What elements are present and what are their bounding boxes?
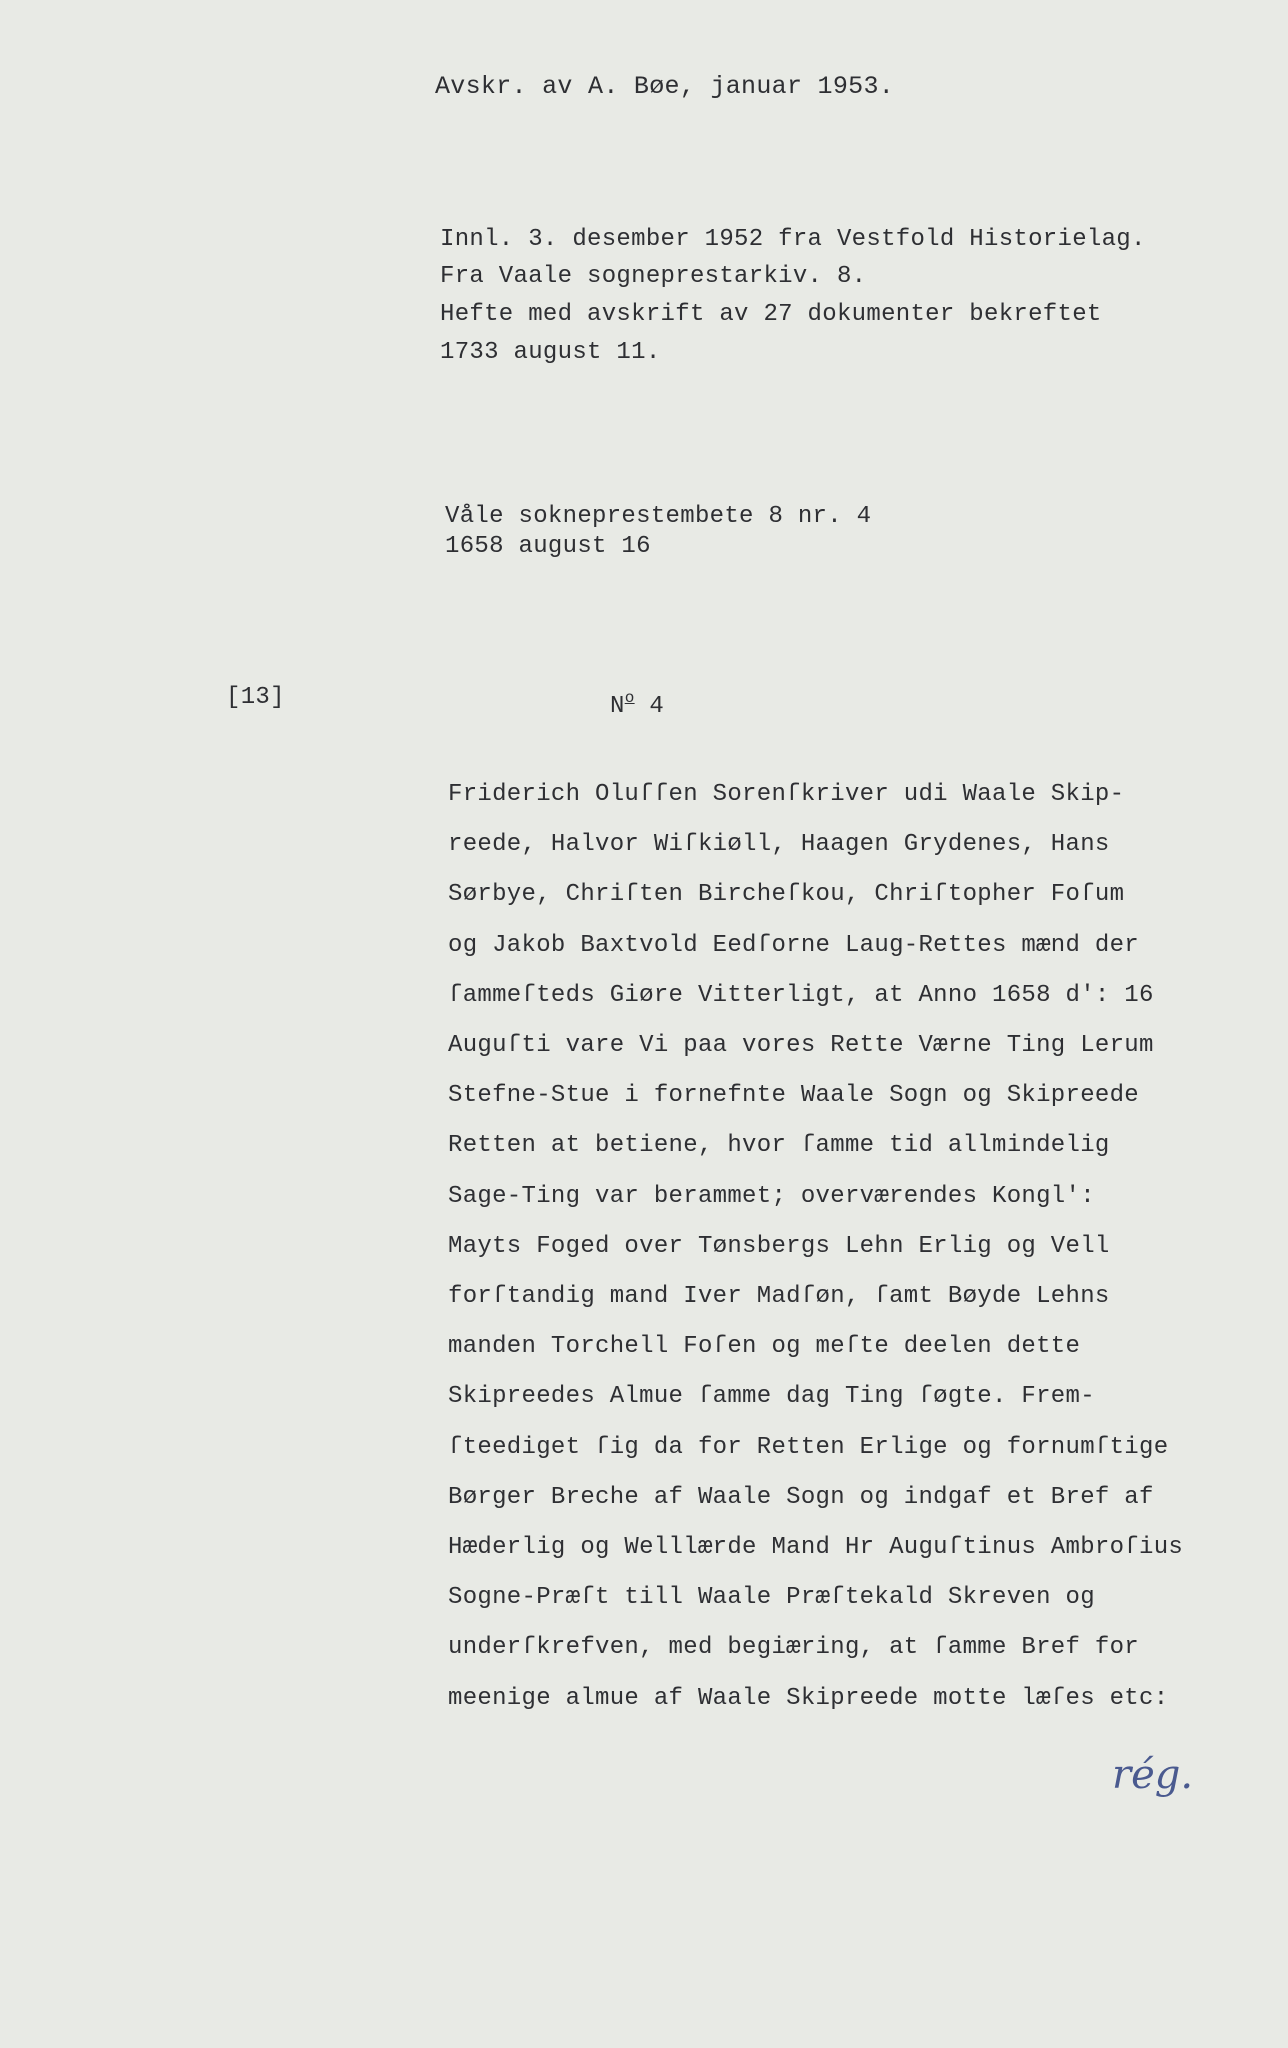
body-line: Hæderlig og Welllærde Mand Hr Auguſtinus Ambroſius (448, 1534, 1184, 1561)
document-number (610, 683, 664, 722)
body-line: Sørbye, Chriſten Bircheſkou, Chriſtopher Foſum (448, 881, 1125, 909)
metadata-line: Hefte med avskrift av 27 dokumenter bekreftet (440, 301, 1102, 328)
body-line: Mayts Foged over Tønsbergs Lehn Erlig og Vell (448, 1232, 1110, 1260)
body-line: ſteediget ſig da for Retten Erlige og fornumſtige (448, 1433, 1169, 1461)
body-line: reede, Halvor Wiſkiøll, Haagen Grydenes, Hans (448, 831, 1110, 859)
body-line: Auguſti vare Vi paa vores Rette Værne Ting Lerum (448, 1032, 1154, 1059)
body-line: Stefne-Stue i fornefnte Waale Sogn og Skipreede (448, 1082, 1140, 1110)
body-line: forſtandig mand Iver Madſøn, ſamt Bøyde Lehns (448, 1283, 1110, 1310)
body-line: Sage-Ting var berammet; overværendes Kongl': (448, 1182, 1095, 1210)
body-line: meenige almue af Waale Skipreede motte læſes etc: (448, 1684, 1169, 1712)
document-date: 1658 august 16 (445, 533, 651, 560)
metadata-line: 1733 august 11. (440, 339, 661, 366)
body-line: Skipreedes Almue ſamme dag Ting ſøgte. Frem- (448, 1383, 1095, 1411)
handwritten-mark: rég. (1112, 1752, 1194, 1798)
body-line: Friderich Oluſſen Sorenſkriver udi Waale Skip- (448, 781, 1125, 808)
document-number-prefix: N (610, 693, 625, 720)
margin-number: [13] (226, 684, 285, 711)
transcription-note: Avskr. av A. Bøe, januar 1953. (435, 72, 895, 101)
metadata-line: Innl. 3. desember 1952 fra Vestfold Historielag. (440, 226, 1146, 253)
archive-reference: Våle sokneprestembete 8 nr. 4 (445, 503, 872, 530)
document-number-sup: o (624, 689, 635, 707)
body-line: manden Torchell Foſen og meſte deelen dette (448, 1333, 1081, 1361)
document-number-value: 4 (649, 693, 665, 720)
body-line: underſkrefven, med begiæring, at ſamme Bref for (448, 1634, 1140, 1662)
metadata-line: Fra Vaale sogneprestarkiv. 8. (440, 263, 867, 290)
body-line: ſammeſteds Giøre Vitterligt, at Anno 1658 d': 16 (448, 981, 1154, 1009)
body-line: Sogne-Præſt till Waale Præſtekald Skreven og (448, 1584, 1095, 1612)
body-line: Retten at betiene, hvor ſamme tid allmindelig (448, 1132, 1110, 1160)
body-line: Børger Breche af Waale Sogn og indgaf et Bref af (448, 1483, 1154, 1511)
body-line: og Jakob Baxtvold Eedſorne Laug-Rettes mænd der (448, 931, 1140, 959)
